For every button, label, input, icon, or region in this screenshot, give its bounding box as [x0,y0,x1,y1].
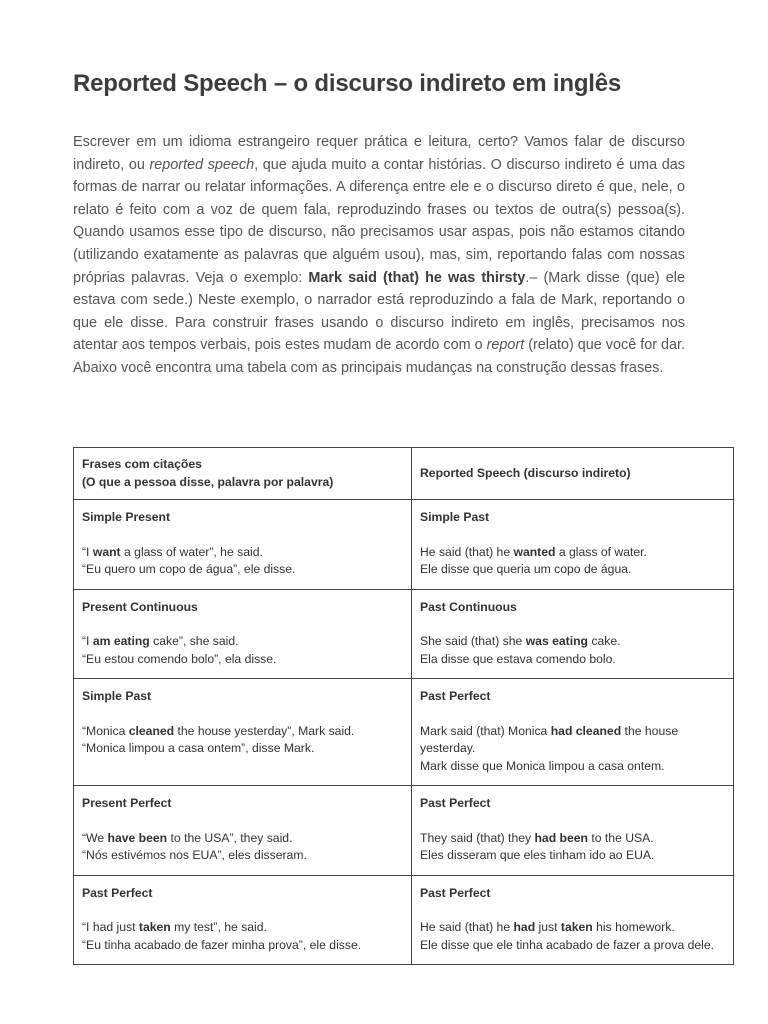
verb-highlight: want [92,544,121,559]
english-example [420,830,725,848]
table-row [74,786,734,876]
sentence-text: my test”, he said. [170,920,267,934]
tense-label: Past Perfect [420,885,491,900]
sentence-text: Mark said (that) Monica [420,723,551,738]
sentence-text: just [535,920,561,934]
portuguese-translation: Eles disseram que eles tinham ido ao EUA. [420,848,655,862]
verb-highlight: had cleaned [550,723,622,738]
portuguese-translation: “Monica limpou a casa ontem”, disse Mark. [82,741,315,755]
tense-label: Past Perfect [82,885,153,900]
sentence-text: cake. [588,634,621,648]
intro-example-sentence: Mark said (that) he was thirsty [308,269,526,286]
portuguese-translation: Ele disse que ele tinha acabado de fazer a prova dele. [420,937,715,952]
verb-highlight: have been [107,830,168,845]
sentence-text: “Monica [82,723,129,738]
header-cell-reported: Reported Speech (discurso indireto) [412,448,734,500]
verb-highlight: am eating [92,634,150,648]
english-example [420,544,725,562]
table-row [74,679,734,786]
sentence-text: He said (that) he [420,544,514,559]
tense-label: Past Perfect [420,796,491,810]
verb-highlight: taken [138,920,171,934]
portuguese-translation: Ela disse que estava comendo bolo. [420,651,616,666]
sentence-text: the house yesterday. [420,723,679,755]
verb-highlight: wanted [513,544,556,559]
tense-label: Simple Present [82,510,171,524]
sentence-text: “I [82,544,93,559]
sentence-text: a glass of water”, he said. [120,544,263,559]
tense-label: Present Perfect [82,796,172,810]
reported-speech-cell [412,679,734,786]
portuguese-translation: “Eu tinha acabado de fazer minha prova”, ele disse. [82,937,362,952]
intro-text-3: .– (Mark disse (que) ele estava com sede.) Neste exemplo, o narrador está reproduzindo a fala de Mark, reportando o que ele disse. Para construir frases usando o discurso indireto em inglês, precisamos nos atentar aos tempos verbais, pois estes mudam de acordo com o [73,269,685,354]
english-example [82,633,403,651]
intro-text-2: , que ajuda muito a contar histórias. O discurso indireto é uma das formas de narrar ou relatar informações. A diferença entre ele e o discurso direto é que, nele, o relato é feito com a voz de quem fala, reproduzindo frases ou textos de outra(s) pessoa(s). Quando usamos esse tipo de discurso, não precisamos usar aspas, pois não estamos citando (utilizando exatamente as palavras que alguém usou), mas, sim, reportando falas com nossas próprias palavras. Veja o exemplo: [73,156,685,286]
portuguese-translation: “Eu quero um copo de água”, ele disse. [82,562,296,576]
reported-speech-cell [412,875,734,965]
tense-label: Past Perfect [420,689,491,703]
portuguese-translation: Mark disse que Monica limpou a casa ontem. [420,758,665,773]
english-example [82,723,403,741]
reported-speech-cell [412,786,734,876]
direct-speech-cell [74,589,412,679]
verb-highlight: had been [534,830,588,845]
sentence-text: to the USA. [587,830,654,845]
sentence-text: “We [82,830,108,845]
portuguese-translation: Ele disse que queria um copo de água. [420,562,632,576]
verb-highlight: taken [560,920,593,934]
verb-highlight: cleaned [128,723,175,738]
sentence-text: the house yesterday”, Mark said. [174,723,355,738]
portuguese-translation: “Nós estivémos nos EUA”, eles disseram. [82,848,307,862]
table-row [74,589,734,679]
reported-speech-cell [412,589,734,679]
table-header-row [74,448,734,500]
direct-speech-cell [74,786,412,876]
sentence-text: his homework. [592,920,675,934]
verb-highlight: had [513,920,536,934]
english-example [82,830,403,848]
header-cell-direct [74,448,412,500]
english-example [82,919,403,937]
page-title: Reported Speech – o discurso indireto em inglês [73,70,622,97]
header-direct-line2: (O que a pessoa disse, palavra por palavra) [82,474,334,489]
sentence-text: He said (that) he [420,920,514,934]
sentence-text: She said (that) she [420,634,526,648]
english-example [420,633,725,651]
sentence-text: to the USA”, they said. [167,830,293,845]
sentence-text: cake”, she said. [149,634,239,648]
tense-label: Simple Past [82,689,152,703]
intro-text-4: (relato) que você for dar. Abaixo você encontra uma tabela com as principais mudanças na construção dessas frases. [73,337,686,376]
intro-emphasis-report: report [486,337,525,354]
verb-highlight: was eating [525,634,588,648]
direct-speech-cell [74,500,412,590]
intro-paragraph [73,131,685,380]
tense-label: Simple Past [420,510,490,524]
table-row [74,875,734,965]
sentence-text: “I had just [82,920,139,934]
intro-text-1: Escrever em um idioma estrangeiro requer prática e leitura, certo? Vamos falar de discurso indireto, ou [73,134,685,173]
tense-label: Present Continuous [82,599,198,614]
direct-speech-cell [74,679,412,786]
tense-label: Past Continuous [420,599,517,614]
intro-emphasis-reported-speech: reported speech [149,156,255,173]
portuguese-translation: “Eu estou comendo bolo”, ela disse. [82,651,277,666]
tense-changes-table [73,447,734,965]
direct-speech-cell [74,875,412,965]
english-example [82,544,403,562]
sentence-text: “I [82,634,93,648]
table-row [74,500,734,590]
sentence-text: They said (that) they [420,830,535,845]
reported-speech-cell [412,500,734,590]
english-example [420,723,725,758]
header-direct-line1: Frases com citações [82,457,202,471]
sentence-text: a glass of water. [555,544,647,559]
english-example [420,919,725,937]
